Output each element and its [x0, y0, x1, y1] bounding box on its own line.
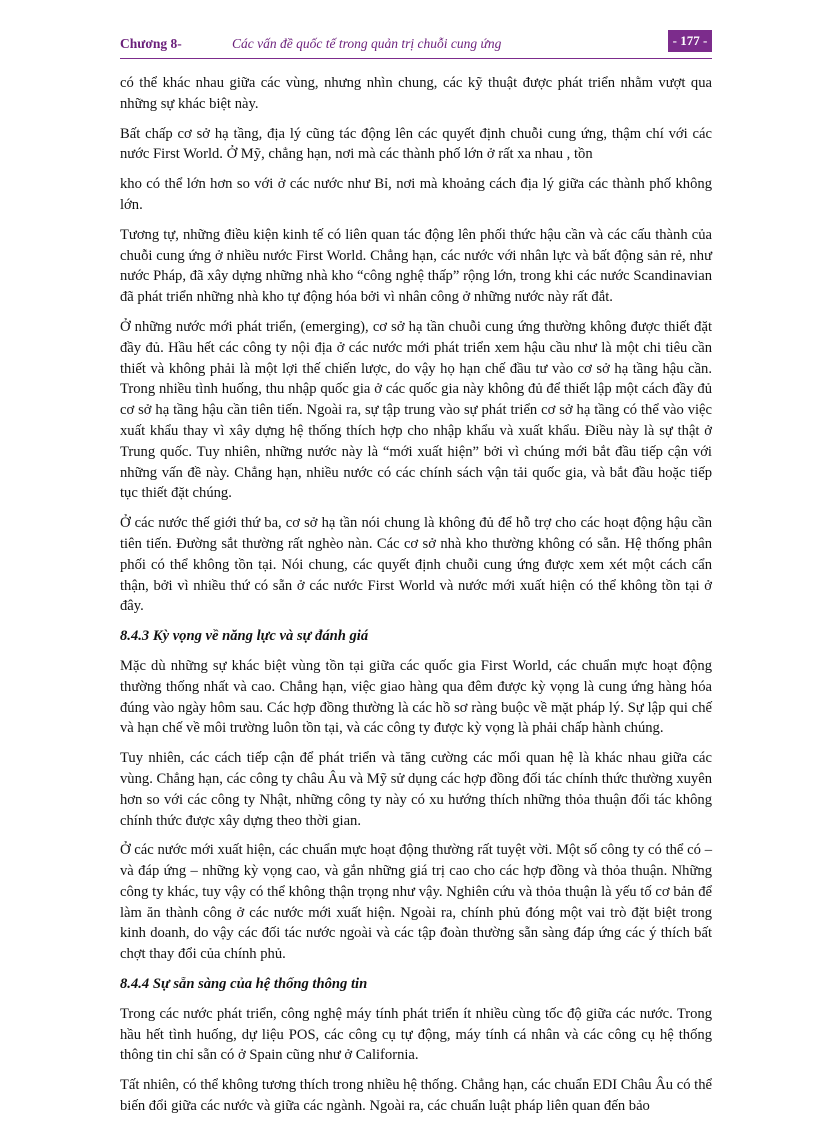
body-text: [120, 73, 712, 1126]
header-divider: [120, 58, 712, 59]
page-number-badge: - 177 -: [668, 30, 712, 52]
section-heading-8-4-4: 8.4.4 Sự sẵn sàng của hệ thống thông tin: [120, 976, 368, 993]
paragraph: Bất chấp cơ sở hạ tầng, địa lý cũng tác động lên các quyết định chuỗi cung ứng, thậm chí với các nước First World. Ở Mỹ, chẳng hạn, nơi mà các thành phố lớn ở rất xa nhau , tồn: [120, 125, 712, 163]
paragraph: Ở các nước mới xuất hiện, các chuẩn mực hoạt động thường rất tuyệt vời. Một số công ty có thể có – và đáp ứng – những kỳ vọng cao, và gắn những giá trị cao cho các hợp đồng và thỏa thuận. Những công ty khác, tuy vậy có thể không thận trọng như vậy. Nghiên cứu và thỏa thuận là yếu tố cơ bản để làm ăn thành công ở các nước mới xuất hiện. Ngoài ra, chính phủ đóng một vai trò đặt biệt trong kinh doanh, do vậy các đối tác nước ngoài và các tập đoàn thường sẵn sàng đáp ứng các ý thích bất chợt thay đổi của chính phủ.: [120, 842, 712, 963]
paragraph: kho có thể lớn hơn so với ở các nước như Bỉ, nơi mà khoảng cách địa lý giữa các thành phố không lớn.: [120, 176, 712, 213]
paragraph: Mặc dù những sự khác biệt vùng tồn tại giữa các quốc gia First World, các chuẩn mực hoạt động thường thống nhất và cao. Chẳng hạn, việc giao hàng qua đêm được kỳ vọng là cung ứng hàng hóa đúng vào ngày hôm sau. Các hợp đồng thường là các hồ sơ ràng buộc về mặt pháp lý. Sự lập qui chế và hạn chế về môi trường luôn tồn tại, và các công ty được kỳ vọng là phải chấp hành chúng.: [120, 657, 712, 737]
paragraph: Tuy nhiên, các cách tiếp cận để phát triển và tăng cường các mối quan hệ là khác nhau giữa các vùng. Chẳng hạn, các công ty châu Âu và Mỹ sử dụng các hợp đồng đối tác chính thức thường xuyên hơn so với các công ty Nhật, những công ty này có xu hướng thích những thỏa thuận đối tác không chính thức được xây dựng theo thời gian.: [120, 750, 712, 829]
chapter-title: Các vấn đề quốc tế trong quản trị chuỗi cung ứng: [232, 36, 502, 51]
paragraph: có thể khác nhau giữa các vùng, nhưng nhìn chung, các kỹ thuật được phát triển nhằm vượt qua những sự khác biệt này.: [120, 75, 712, 112]
paragraph: Ở những nước mới phát triển, (emerging), cơ sở hạ tần chuỗi cung ứng thường không được thiết đặt đầy đủ. Hầu hết các công ty nội địa ở các nước mới phát triển xem hậu cầu như là một chi tiêu cần thiết và không phải là một lợi thế chiến lược, do vậy họ hạn chế đầu tư vào cơ sở hạ tầng hậu cần. Trong nhiều tình huống, thu nhập quốc gia ở các quốc gia này không đủ để thiết lập một cách đầy đủ cơ sở hạ tầng hậu cần tiên tiến. Ngoài ra, sự tập trung vào sự phát triển cơ sở hạ tầng có thể vào việc xuất khẩu thay vì xây dựng hệ thống thích hợp cho nhập khẩu và xuất khẩu. Điều này là sự thật ở Trung quốc. Tuy nhiên, những nước này là “mới xuất hiện” bởi vì chúng mới bắt đầu tiếp cận với những vấn đề này. Chẳng hạn, nhiều nước có các chính sách vận tải quốc gia, và bắt đầu hoặc tiếp tục thiết đặt chúng.: [120, 318, 712, 502]
paragraph: Ở các nước thế giới thứ ba, cơ sở hạ tần nói chung là không đủ để hỗ trợ cho các hoạt động hậu cần tiên tiến. Đường sắt thường rất nghèo nàn. Các cơ sở nhà kho thường không có sẵn. Hệ thống phân phối có thể không tồn tại. Nói chung, các quyết định chuỗi cung ứng được xem xét một cách cẩn thận, bởi vì nhiều thứ có sẵn ở các nước First World và nước mới xuất hiện có thể không tồn tại ở đây.: [120, 515, 712, 615]
chapter-label: Chương 8-: [120, 36, 182, 51]
page-header: [120, 34, 712, 58]
section-heading-8-4-3: 8.4.3 Kỳ vọng về năng lực và sự đánh giá: [120, 628, 369, 645]
paragraph: Trong các nước phát triển, công nghệ máy tính phát triển ít nhiều cùng tốc độ giữa các nước. Trong hầu hết tình huống, dự liệu POS, các công cụ tự động, máy tính cá nhân và các công cụ hệ thống thông tin chỉ sẵn có ở Spain cũng như ở California.: [120, 1005, 712, 1064]
paragraph: Tất nhiên, có thể không tương thích trong nhiều hệ thống. Chẳng hạn, các chuẩn EDI Châu Âu có thể biến đổi giữa các nước và giữa các ngành. Ngoài ra, các chuẩn luật pháp liên quan đến bảo: [120, 1077, 712, 1115]
paragraph: Tương tự, những điều kiện kinh tế có liên quan tác động lên phối thức hậu cần và các cấu thành của chuỗi cung ứng ở nhiều nước First World. Chẳng hạn, các nước với nhân lực và bất động sản rẻ, như nước Pháp, đã xây dựng những nhà kho “công nghệ thấp” rộng lớn, trong khi các nước Scandinavian đã phát triển những nhà kho tự động hóa bởi vì nhân công ở những nước này rất đắt.: [120, 226, 712, 306]
